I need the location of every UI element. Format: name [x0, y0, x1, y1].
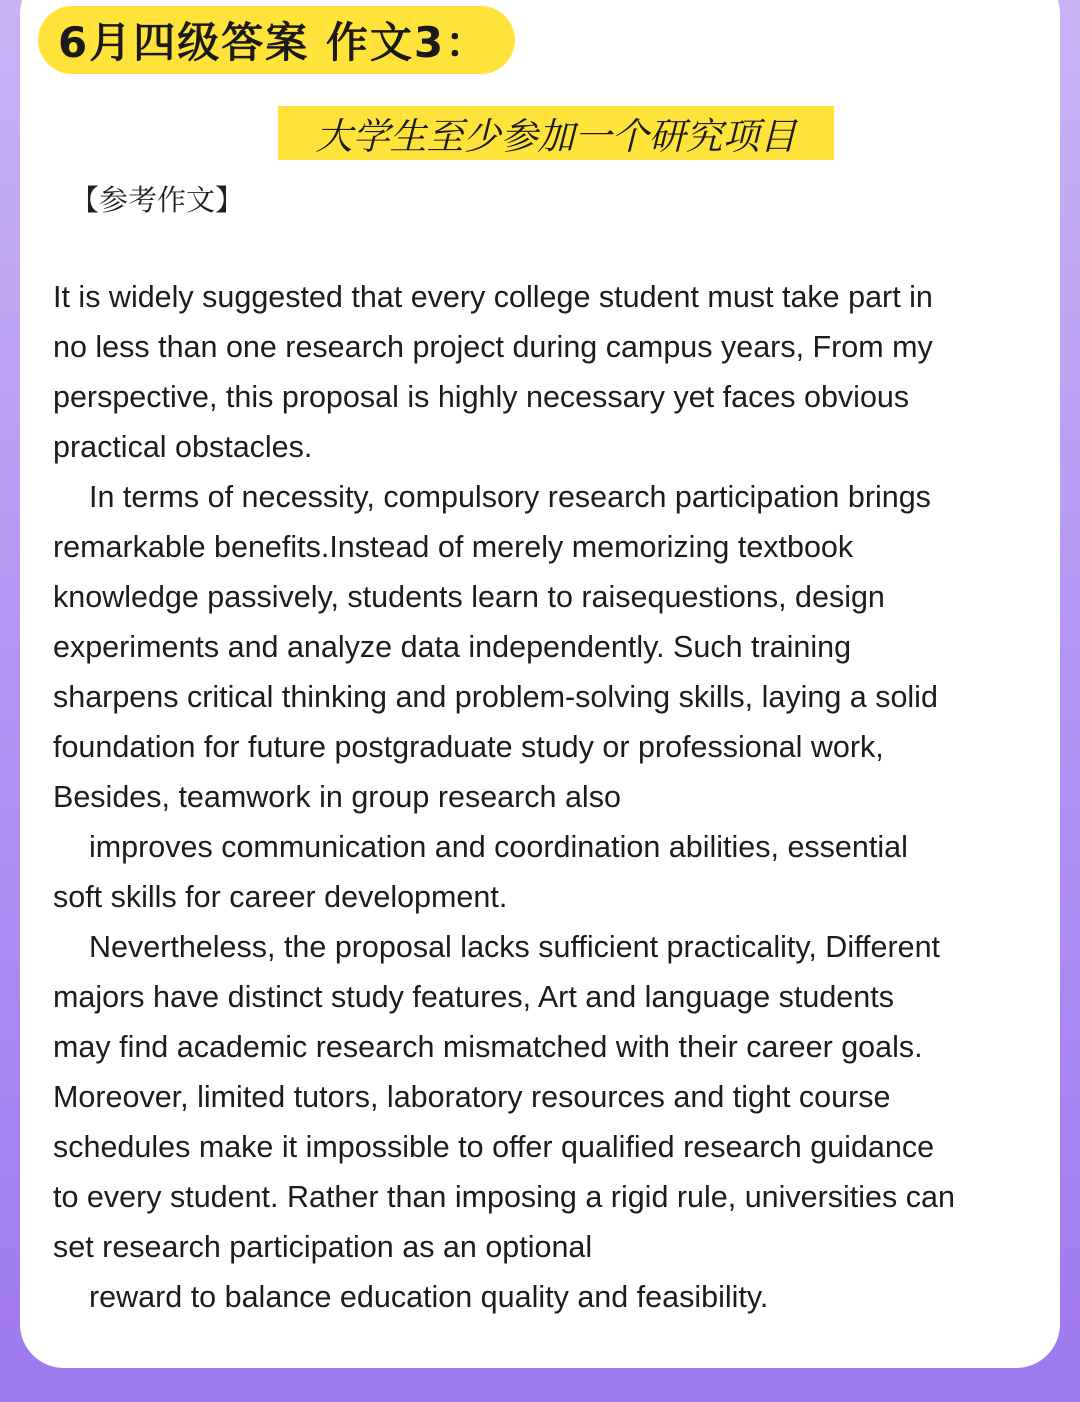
essay-line: perspective, this proposal is highly necessary yet faces obvious [53, 380, 910, 414]
essay-line: majors have distinct study features, Art and language students [53, 980, 894, 1014]
essay-line: Nevertheless, the proposal lacks sufficient practicality, Different [89, 930, 941, 964]
essay-line: In terms of necessity, compulsory research participation brings [89, 480, 931, 514]
essay-line: It is widely suggested that every college student must take part in [53, 280, 933, 314]
essay-line: remarkable benefits.Instead of merely memorizing textbook [53, 530, 854, 564]
essay-line: to every student. Rather than imposing a rigid rule, universities can [53, 1180, 955, 1214]
essay-line: sharpens critical thinking and problem-solving skills, laying a solid [53, 680, 938, 714]
essay-topic: 大学生至少参加一个研究项目 [315, 115, 797, 158]
essay-topic-highlight [278, 106, 834, 160]
essay-line: experiments and analyze data independently. Such training [53, 630, 852, 664]
essay-line: reward to balance education quality and feasibility. [89, 1280, 769, 1314]
essay-line: soft skills for career development. [53, 880, 508, 914]
essay-line: set research participation as an optional [53, 1230, 593, 1264]
title-badge [38, 6, 515, 74]
essay-line: improves communication and coordination abilities, essential [89, 830, 908, 864]
essay-line: may find academic research mismatched with their career goals. [53, 1030, 923, 1064]
essay-line: Moreover, limited tutors, laboratory resources and tight course [53, 1080, 891, 1114]
section-label: 【参考作文】 [70, 183, 245, 217]
essay-line: practical obstacles. [53, 430, 313, 464]
essay-line: knowledge passively, students learn to raisequestions, design [53, 580, 885, 614]
essay-line: foundation for future postgraduate study or professional work, [53, 730, 884, 764]
essay-line: Besides, teamwork in group research also [53, 780, 621, 814]
essay-line: schedules make it impossible to offer qualified research guidance [53, 1130, 935, 1164]
page-title: 6月四级答案 作文3： [58, 18, 490, 67]
essay-line: no less than one research project during campus years, From my [53, 330, 933, 364]
essay-body [53, 272, 1053, 1322]
